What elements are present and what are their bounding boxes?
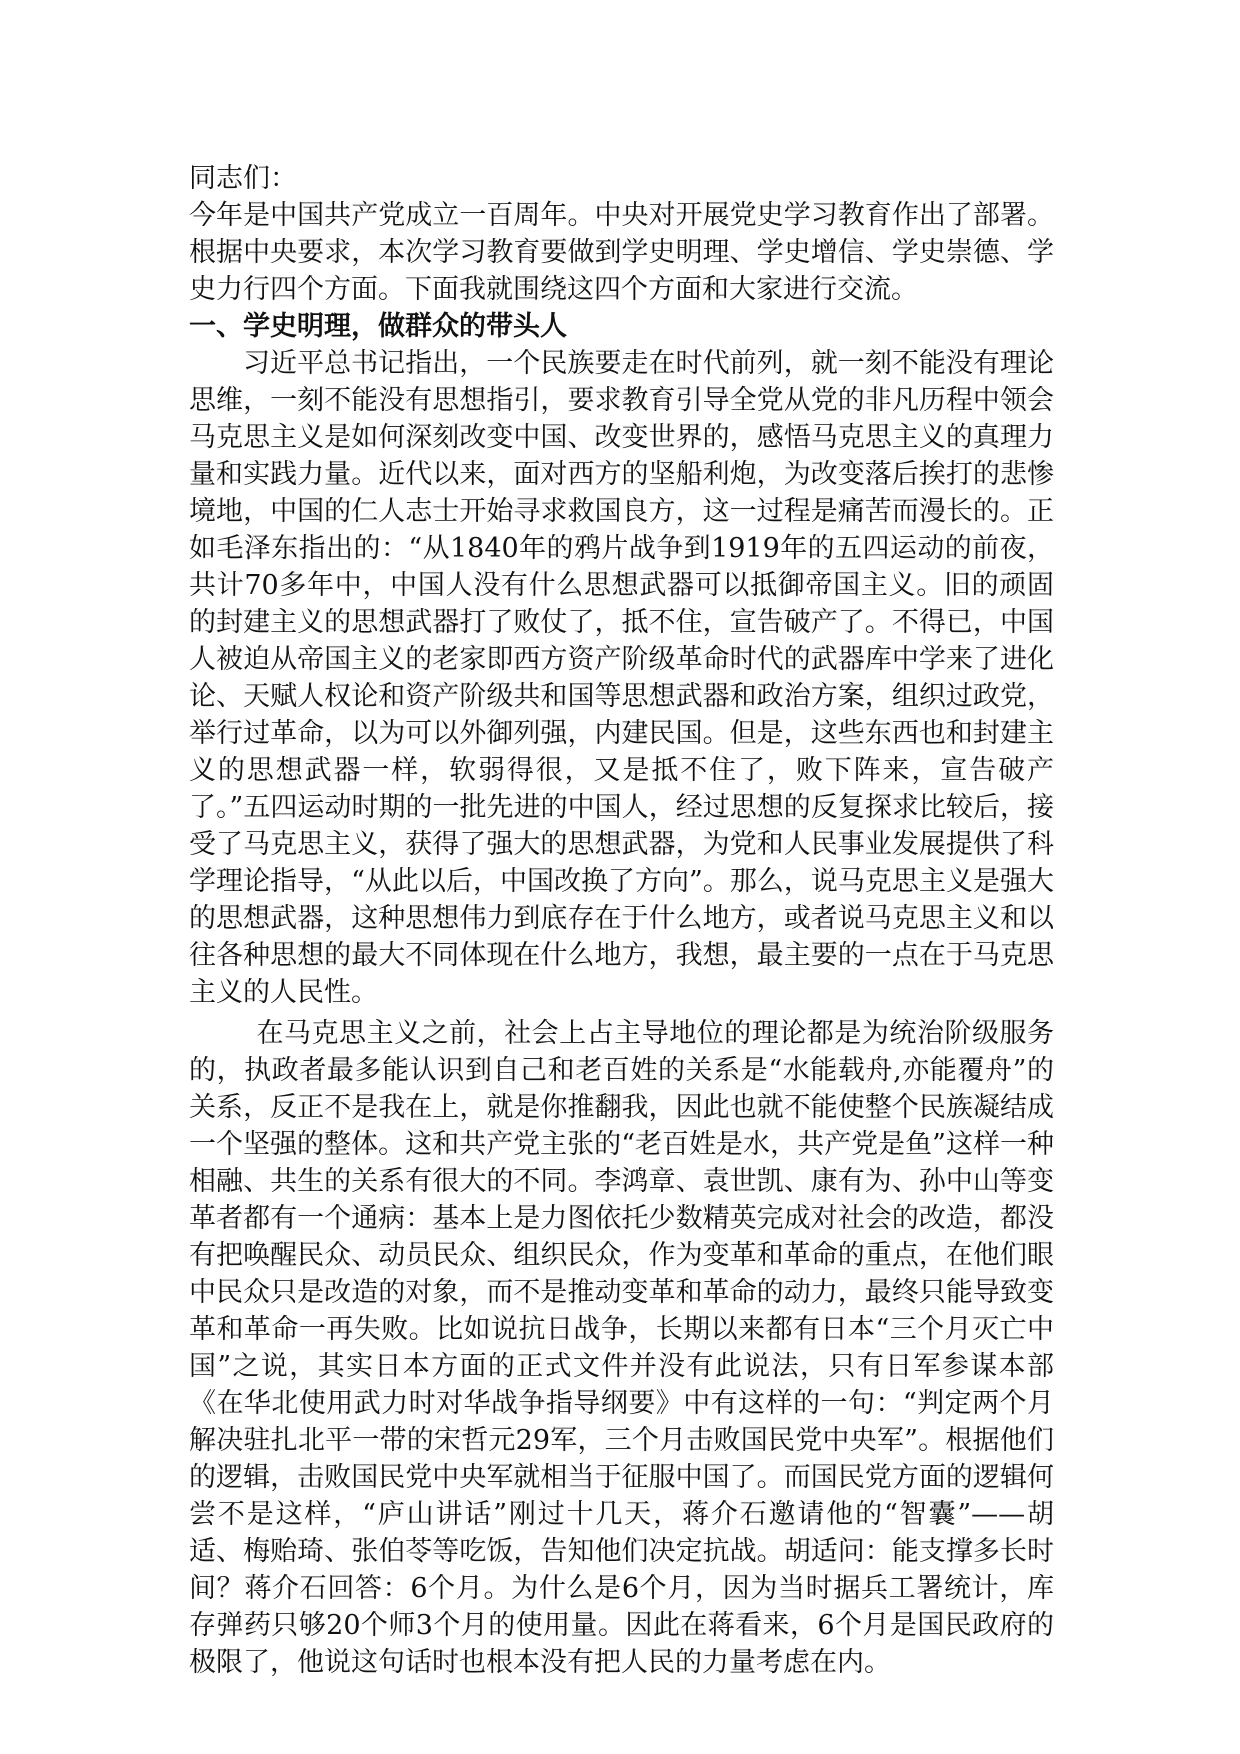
document-body <box>189 160 1054 1681</box>
salutation: 同志们： <box>189 163 297 194</box>
section-heading: 一、学史明理，做群众的带头人 <box>189 311 567 342</box>
body-paragraph: 在马克思主义之前，社会上占主导地位的理论都是为统治阶级服务的，执政者最多能认识到自己和老百姓的关系是“水能载舟,亦能覆舟”的关系，反正不是我在上，就是你推翻我，因此也就不能使整个民族凝结成一个坚强的整体。这和共产党主张的“老百姓是水，共产党是鱼”这样一种相融、共生的关系有很大的不同。李鸿章、袁世凯、康有为、孙中山等变革者都有一个通病：基本上是力图依托少数精英完成对社会的改造，都没有把唤醒民众、动员民众、组织民众，作为变革和革命的重点，在他们眼中民众只是改造的对象，而不是推动变革和革命的动力，最终只能导致变革和革命一再失败。比如说抗日战争，长期以来都有日本“三个月灭亡中国”之说，其实日本方面的正式文件并没有此说法，只有日军参谋本部《在华北使用武力时对华战争指导纲要》中有这样的一句：“判定两个月解决驻扎北平一带的宋哲元29军，三个月击败国民党中央军”。根据他们的逻辑，击败国民党中央军就相当于征服中国了。而国民党方面的逻辑何尝不是这样，“庐山讲话”刚过十几天，蒋介石邀请他的“智囊”——胡适、梅贻琦、张伯苓等吃饭，告知他们决定抗战。胡适问：能支撑多长时间？蒋介石回答：6个月。为什么是6个月，因为当时据兵工署统计，库存弹药只够20个师3个月的使用量。因此在蒋看来，6个月是国民政府的极限了，他说这句话时也根本没有把人民的力量考虑在内。 <box>189 1018 1054 1678</box>
intro-paragraph: 今年是中国共产党成立一百周年。中央对开展党史学习教育作出了部署。根据中央要求，本次学习教育要做到学史明理、学史增信、学史崇德、学史力行四个方面。下面我就围绕这四个方面和大家进行交流。 <box>189 200 1054 305</box>
body-paragraph: 习近平总书记指出，一个民族要走在时代前列，就一刻不能没有理论思维，一刻不能没有思想指引，要求教育引导全党从党的非凡历程中领会马克思主义是如何深刻改变中国、改变世界的，感悟马克思主义的真理力量和实践力量。近代以来，面对西方的坚船利炮，为改变落后挨打的悲惨境地，中国的仁人志士开始寻求救国良方，这一过程是痛苦而漫长的。正如毛泽东指出的：“从1840年的鸦片战争到1919年的五四运动的前夜，共计70多年中，中国人没有什么思想武器可以抵御帝国主义。旧的顽固的封建主义的思想武器打了败仗了，抵不住，宣告破产了。不得已，中国人被迫从帝国主义的老家即西方资产阶级革命时代的武器库中学来了进化论、天赋人权论和资产阶级共和国等思想武器和政治方案，组织过政党，举行过革命，以为可以外御列强，内建民国。但是，这些东西也和封建主义的思想武器一样，软弱得很，又是抵不住了，败下阵来，宣告破产了。”五四运动时期的一批先进的中国人，经过思想的反复探求比较后，接受了马克思主义，获得了强大的思想武器，为党和人民事业发展提供了科学理论指导，“从此以后，中国改换了方向”。那么，说马克思主义是强大的思想武器，这种思想伟力到底存在于什么地方，或者说马克思主义和以往各种思想的最大不同体现在什么地方，我想，最主要的一点在于马克思主义的人民性。 <box>189 348 1054 1008</box>
